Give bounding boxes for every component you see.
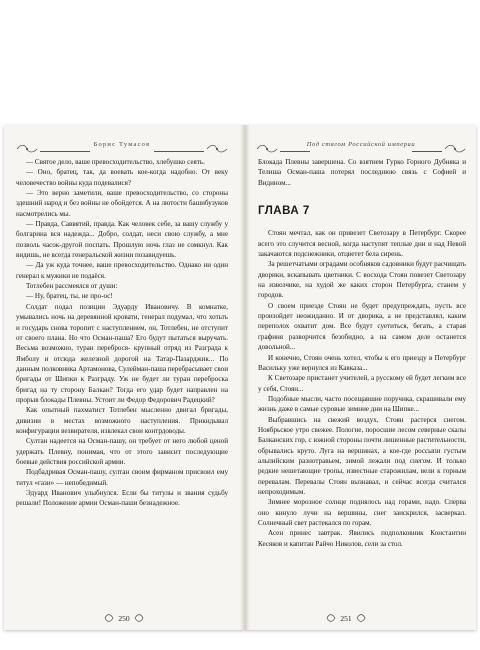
running-head-book-title: Под стягом Российской империи: [306, 141, 416, 148]
paragraph: Эдуард Иванович улыбнулся. Если бы титулы и звания судьбу решали! Положение армии Осман-паши безнадежное.: [16, 489, 228, 508]
left-running-header: [16, 139, 228, 153]
paragraph: — Ну, братец, ты, не про-ос!: [26, 292, 113, 301]
running-head-author: Борис Тумасов: [93, 141, 151, 148]
paragraph: Асен принес завтрак. Явились подполковник Константин Кесяков и капитан Райчо Николов, сели за стол.: [258, 529, 466, 548]
paragraph: Стоян мечтал, как он привезет Светозару в Петербург. Скорее всего это случится весной, когда наступят теплые дни и над Невой закачаются подснежники, отцветет бела сирень.: [258, 229, 466, 259]
left-page-number: [104, 610, 144, 626]
paragraph: И конечно, Стоян очень хотел, чтобы к его приезду в Петербург Васильку уже вернулся из Кавказа...: [258, 353, 466, 372]
book-spread: [4, 125, 476, 630]
paragraph: Подбадривая Осман-пашу, султан своим фирманом присвоил ему титул «гази» — непобедимый.: [16, 468, 228, 487]
page-number: 251: [340, 614, 352, 623]
paragraph: Зимнее морозное солнце поднялось над горами, надо. Сперва оно кинуло лучи на вершины, снег заискрился, засверкал. Солнечный свет растекался по горам.: [258, 498, 466, 527]
header-rule: [412, 151, 442, 152]
paragraph: Подобные мысли, часто посещавшие поручика, скрашивали ему жизнь даже в самые суровые зимние дни на Шипке...: [258, 394, 466, 414]
page-number: 250: [118, 614, 130, 623]
left-page-text: [16, 157, 228, 509]
paragraph: — Это верно заметили, ваше превосходительство, со стороны здешний народ и без войны не обойдется. А на лютости башибузуков насмотрелись мы.: [16, 189, 228, 218]
paragraph: — Святое дело, ваше превосходительство, хлебушко сеять.: [26, 158, 205, 166]
paragraph: К Светозаре пристанет учителей, а русскому ей будет легким все у себя, Стоян...: [258, 374, 466, 393]
paragraph: — Оно, братец, так, да воевать кое-когда надобно. От веку человечество войны куда подевалися?: [16, 168, 228, 187]
paragraph: Султан надеется на Осман-пашу, он требует от него любой ценой удержать Плевну, понимая, что от этого зависит последующие боевые действия российской армии.: [16, 437, 228, 466]
folio-leaf-icon: [134, 610, 144, 626]
paragraph: Блокада Плевны завершена. Со взятием Гурко Горного Дубняка и Телиша Осман-паша потерял последнюю связь с Софией и Видином...: [258, 158, 466, 187]
paragraph: — Да уж куда точнее, ваше превосходительство. Однако ни один генерал к мужики не подаёся.: [16, 261, 228, 280]
header-rule: [154, 151, 204, 152]
paragraph: Солдат подал позиции Эдуарду Ивановичу. В комнатке, умывались ночь на деревянной кровати, генерал подумал, что хотьть и государь снова торопит с наступлением, он, Тотлебен, не отступит от своего плана. Но что Осман-паша? Его будут пытаться выручать. Весьма возможно, туран переброся- крупный отряд из Разграда к Ямболу и отсюда железной дорогой на Татар-Пазарджик... По данным полковника Артамонова, Сулейман-паша перебрасывает свои бригады от Шипки к Разграду. Уж не будет ли туран переброска бригад на ту сторону Балкан? Тогда его удар будет направлен на прорыв блокады Плевны. Устоит ли Федор Федорович Радецкий?: [16, 302, 228, 404]
right-page-number: [326, 610, 366, 626]
folio-leaf-icon: [356, 610, 366, 626]
header-swirl-icon: [444, 144, 466, 154]
header-rule: [280, 151, 310, 152]
paragraph: Как опытный пахматист Тотлебен мысленно двигал бригады, дивизии в местах возможного наступления. Прикидывал конфигурации везвирателя, извлекал свои контрдоводы.: [16, 406, 228, 435]
header-swirl-icon: [206, 144, 228, 154]
book-gutter: [240, 125, 250, 630]
right-page-text: [258, 157, 466, 549]
paragraph: — Правда, Саввятий, правда. Как человек себе, за вашу службу у болгарина вся надежда... Добро, солдат, неси свою службу, а мне позволь часок-другой поспать. Прошлую ночь глаз не сомкнул. Как видишь, не всегда генеральской жизни позавидуешь.: [16, 220, 228, 260]
header-rule: [40, 151, 90, 152]
chapter-title: ГЛАВА 7: [258, 205, 310, 218]
paragraph: За решетчатыми оградами особняков садовники будут расчищать дворики, вскапывать цветники. С восхода Стоян повезет Светозару на извозчике, на худой же каких сторон Петербурга, станем у городов.: [258, 260, 466, 300]
right-page: [250, 125, 476, 630]
paragraph: Тотлебен рассмеялся от души:: [26, 282, 118, 291]
paragraph: Выбравшись на свежий воздух, Стоян растерся снегом. Ноябрьское утро свежее. Пологие, поросшие лесом северные скалы Балканских гор, с южной стороны почти лишенные растительности, обрывались круто. Луга на вершинах, а кое-где россыпи густым альпийским разнотравьем, зимой лежали под снегом. И только редкие нешетающие тропы, известные старожилам, вели к горным перевалам. Перевалы Стоян вызнавал, и сейчас всегда считался непроходимым.: [258, 415, 466, 496]
right-running-header: [256, 139, 466, 153]
left-page: [4, 125, 240, 630]
paragraph: О своем приезде Стоян не будет предупреждать, пусть все произойдет неожиданно. И от дворика, а не представлял, каким переполох охватит дом. Все будут суетиться, бегать, а старая графиня разворчится безобидно, а на самом деле останется довольной...: [258, 301, 466, 352]
